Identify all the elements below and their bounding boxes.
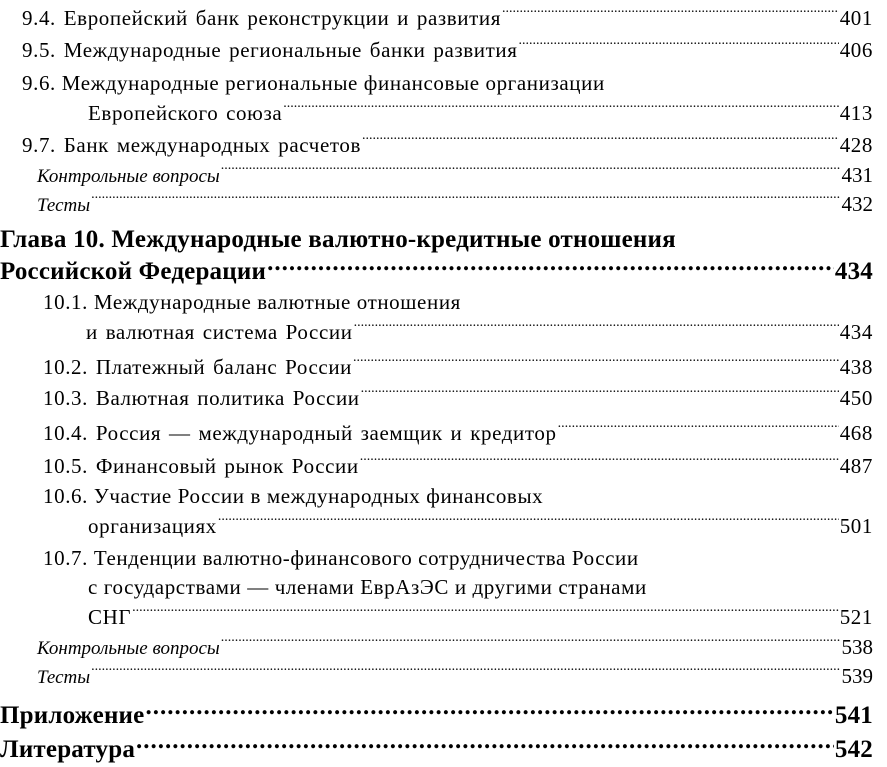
toc-page-number: 487 — [839, 454, 873, 478]
toc-page-number: 406 — [839, 38, 873, 62]
toc-entry-9-5[interactable] — [22, 35, 873, 65]
toc-entry-10-4[interactable] — [43, 418, 873, 448]
toc-dot-leader — [267, 254, 834, 279]
toc-dot-leader — [362, 131, 839, 152]
toc-entry-literature[interactable] — [0, 732, 873, 762]
toc-entry-10-6-line1: 10.6. Участие России в международных финансовых — [43, 484, 544, 508]
toc-page-number: 401 — [839, 6, 873, 30]
toc-entry-title: Тесты — [37, 195, 91, 216]
toc-entry-title: 9.7. Банк международных расчетов — [22, 133, 361, 157]
toc-entry-title: Литература — [0, 736, 136, 763]
toc-entry-10-7-line1: 10.7. Тенденции валютно-финансового сотрудничества России — [43, 546, 639, 570]
toc-page-number: 432 — [841, 192, 873, 216]
toc-dot-leader — [502, 4, 839, 25]
toc-page-number: 541 — [834, 702, 873, 729]
toc-page-number: 501 — [839, 514, 873, 538]
toc-dot-leader — [91, 192, 840, 211]
toc-entry-title: Тесты — [37, 667, 91, 688]
toc-entry-title: СНГ — [88, 605, 132, 629]
toc-dot-leader — [221, 635, 841, 654]
toc-dot-leader — [558, 419, 839, 440]
toc-entry-title: 9.5. Международные региональные банки развития — [22, 38, 518, 62]
toc-dot-leader — [361, 384, 839, 405]
toc-entry-10-5[interactable] — [43, 451, 873, 481]
toc-entry-10-7[interactable] — [88, 602, 873, 632]
toc-dot-leader — [283, 99, 838, 120]
toc-entry-questions-10[interactable] — [37, 632, 873, 662]
toc-entry-title: Приложение — [0, 702, 145, 729]
toc-page-number: 521 — [839, 605, 873, 629]
toc-entry-10-6[interactable] — [88, 511, 873, 541]
toc-entry-title: 10.3. Валютная политика России — [43, 386, 360, 410]
toc-page-number: 438 — [839, 355, 873, 379]
toc-entry-title: Европейского союза — [88, 101, 283, 125]
toc-entry-10-1-line1: 10.1. Международные валютные отношения — [43, 290, 461, 314]
toc-dot-leader — [221, 163, 841, 182]
toc-dot-leader — [354, 318, 839, 339]
toc-page-number: 434 — [834, 258, 873, 285]
toc-dot-leader — [519, 36, 839, 57]
toc-entry-title: 10.2. Платежный баланс России — [43, 355, 353, 379]
toc-entry-9-6-line1: 9.6. Международные региональные финансовые организации — [22, 71, 605, 95]
toc-entry-10-7-line2: с государствами — членами ЕврАзЭС и другими странами — [88, 575, 647, 599]
toc-dot-leader — [132, 603, 839, 624]
toc-entry-title: 9.4. Европейский банк реконструкции и развития — [22, 6, 502, 30]
toc-entry-title: Российской Федерации — [0, 258, 267, 285]
toc-entry-tests-9[interactable] — [37, 189, 873, 219]
toc-entry-10-2[interactable] — [43, 352, 873, 382]
toc-entry-questions-9[interactable] — [37, 160, 873, 190]
toc-entry-appendix[interactable] — [0, 698, 873, 728]
toc-entry-10-1[interactable] — [86, 317, 873, 347]
toc-dot-leader — [145, 698, 833, 723]
toc-chapter-10-line1: Глава 10. Международные валютно-кредитные отношения — [0, 226, 676, 253]
toc-entry-title: 10.4. Россия — международный заемщик и кредитор — [43, 421, 557, 445]
toc-entry-title: Контрольные вопросы — [37, 166, 220, 187]
toc-page-number: 542 — [834, 736, 873, 763]
toc-dot-leader — [91, 664, 840, 683]
toc-page-number: 468 — [839, 421, 873, 445]
toc-dot-leader — [136, 732, 834, 757]
toc-page-number: 539 — [841, 664, 873, 688]
toc-page-number: 413 — [839, 101, 873, 125]
toc-entry-9-7[interactable] — [22, 130, 873, 160]
toc-page-number: 450 — [839, 386, 873, 410]
toc-entry-tests-10[interactable] — [37, 661, 873, 691]
toc-entry-title: Контрольные вопросы — [37, 638, 220, 659]
toc-entry-9-6[interactable] — [88, 98, 873, 128]
toc-page-number: 434 — [839, 320, 873, 344]
toc-page-number: 431 — [841, 163, 873, 187]
toc-entry-title: организациях — [88, 514, 217, 538]
toc-entry-10-3[interactable] — [43, 383, 873, 413]
toc-entry-title: 10.5. Финансовый рынок России — [43, 454, 359, 478]
toc-entry-title: и валютная система России — [86, 320, 353, 344]
toc-entry-9-4[interactable] — [22, 3, 873, 33]
toc-page-number: 428 — [839, 133, 873, 157]
toc-chapter-10[interactable] — [0, 254, 873, 284]
toc-dot-leader — [360, 452, 839, 473]
toc-dot-leader — [218, 512, 839, 533]
toc-dot-leader — [353, 353, 839, 374]
toc-page-number: 538 — [841, 635, 873, 659]
